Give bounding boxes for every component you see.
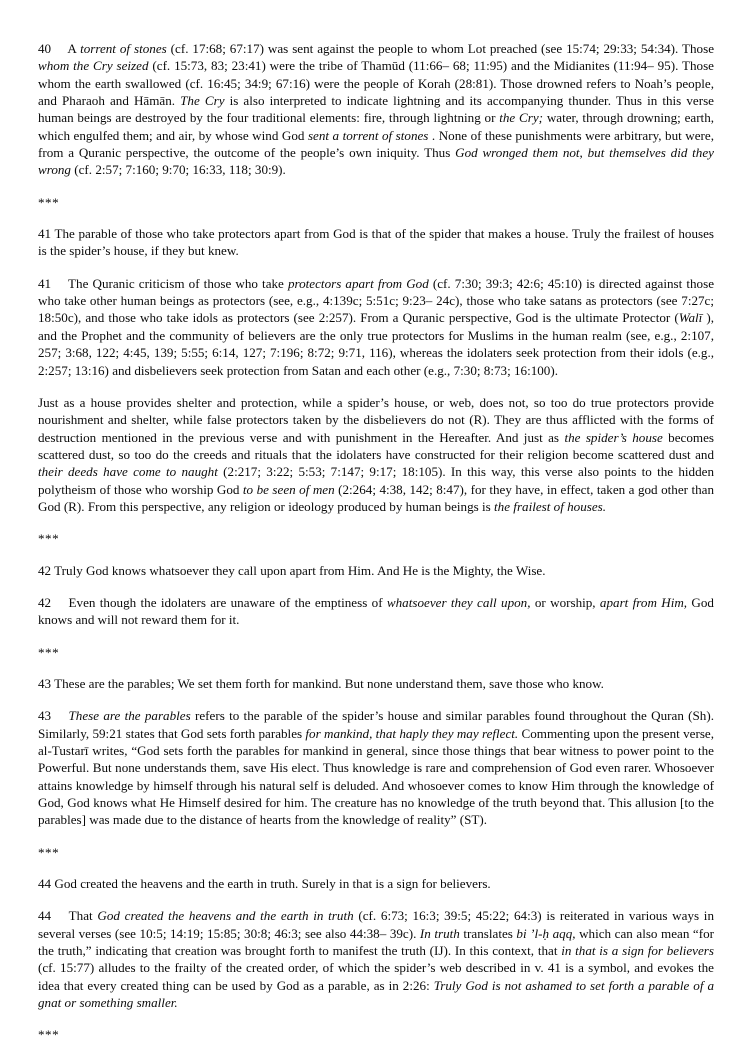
commentary-43: 43 These are the parables refers to the parable of the spider’s house and similar parables found throughout the Quran (Sh). Similarly, 59:21 states that God sets forth parables for mankind, that haply they may reflect. Commenting upon the present verse, al-Tustarī writes, “God sets forth the parables for mankind in general, since those things that bear witness to power point to the Powerful. But none understands them, save His elect. Thus knowledge is rare and comprehension of God even rarer. Whosoever attains knowledge by himself through his natural self is deluded. And whosoever comes to know Him through the knowledge of God, God knows what He Himself desired for him. The creature has no knowledge of the truth beyond that. This allusion [to the parables] was made due to the distance of hearts from the knowledge of reality” (ST). xyxy=(38,708,714,828)
divider-4: *** xyxy=(38,844,60,860)
divider-2: *** xyxy=(38,531,60,547)
verse-44: 44 God created the heavens and the earth in truth. Surely in that is a sign for believers. xyxy=(38,876,491,892)
verse-42: 42 Truly God knows whatsoever they call upon apart from Him. And He is the Mighty, the Wise. xyxy=(38,562,546,578)
verse-41: 41 The parable of those who take protectors apart from God is that of the spider that makes a house. Truly the frailest of houses is the spider’s house, if they but knew. xyxy=(38,226,714,259)
commentary-42: 42 Even though the idolaters are unaware of the emptiness of whatsoever they call upon, or worship, apart from Him, God knows and will not reward them for it. xyxy=(38,594,714,628)
verse-43: 43 These are the parables; We set them forth for mankind. But none understand them, save those who know. xyxy=(38,675,604,691)
divider-3: *** xyxy=(38,644,60,660)
divider-5: *** xyxy=(38,1027,60,1043)
document-body xyxy=(38,40,714,1058)
divider-1: *** xyxy=(38,194,60,210)
commentary-40: 40 A torrent of stones (cf. 17:68; 67:17) was sent against the people to whom Lot preached (see 15:74; 29:33; 54:34). Those whom the Cry seized (cf. 15:73, 83; 23:41) were the tribe of Thamūd (11:66– 68; 11:95) and the Midianites (11:94– 95). Those whom the earth swallowed (cf. 16:45; 34:9; 67:16) were the people of Korah (28:81). Those drowned refers to Noah’s people, and Pharaoh and Hāmān. The Cry is also interpreted to indicate lightning and its accompanying thunder. Thus in this verse human beings are destroyed by the four traditional elements: fire, through lightning or the Cry; water, through drowning; earth, which engulfed them; and air, by whose wind God sent a torrent of stones . None of these punishments were arbitrary, but were, from a Quranic perspective, the outcome of the people’s own iniquity. Thus God wronged them not, but themselves did they wrong (cf. 2:57; 7:160; 9:70; 16:33, 118; 30:9). xyxy=(38,41,715,178)
commentary-44: 44 That God created the heavens and the earth in truth (cf. 6:73; 16:3; 39:5; 45:22; 64:3) is reiterated in various ways in several verses (see 10:5; 14:19; 15:85; 30:8; 46:3; see also 44:38– 39c). In truth translates bi ’l-ḥ aqq, which can also mean “for the truth,” indicating that creation was brought forth to manifest the truth (IJ). In this context, that in that is a sign for believers (cf. 15:77) alludes to the frailty of the created order, of which the spider’s web described in v. 41 is a symbol, and evokes the idea that every created thing can be used by God as a parable, as in 2:26: Truly God is not ashamed to set forth a parable of a gnat or something smaller. xyxy=(38,908,715,1011)
commentary-41: 41 The Quranic criticism of those who take protectors apart from God (cf. 7:30; 39:3; 42:6; 45:10) is directed against those who take other human beings as protectors (see, e.g., 4:139c; 5:51c; 9:23– 24c), those who take satans as protectors (see 7:27c; 18:50c), and those who take idols as protectors (see 2:257). From a Quranic perspective, God is the ultimate Protector (Walī ), and the Prophet and the community of believers are the only true protectors for Muslims in the human realm (see, e.g., 2:107, 257; 3:68, 122; 4:45, 139; 5:55; 6:14, 127; 7:196; 8:72; 9:71, 116), whereas the idolaters seek protection from their idols (e.g., 2:257; 13:16) and disbelievers seek protection from Satan and each other (e.g., 7:30; 8:73; 16:100). xyxy=(38,275,715,378)
commentary-41-cont: Just as a house provides shelter and protection, while a spider’s house, or web, does not, so too do true protectors provide nourishment and shelter, while false protectors taken by the disbelievers do not (R). They are thus afflicted with the forms of destruction mentioned in the previous verse and with punishment in the Hereafter. And just as the spider’s house becomes scattered dust, so too do the creeds and rituals that the idolaters have constructed for their religion become scattered dust and their deeds have come to naught (2:217; 3:22; 5:53; 7:147; 9:17; 18:105). In this way, this verse also points to the hidden polytheism of those who worship God to be seen of men (2:264; 4:38, 142; 8:47), for they have, in effect, taken a god other than God (R). From this perspective, any religion or ideology produced by human beings is the frailest of houses. xyxy=(38,394,715,514)
